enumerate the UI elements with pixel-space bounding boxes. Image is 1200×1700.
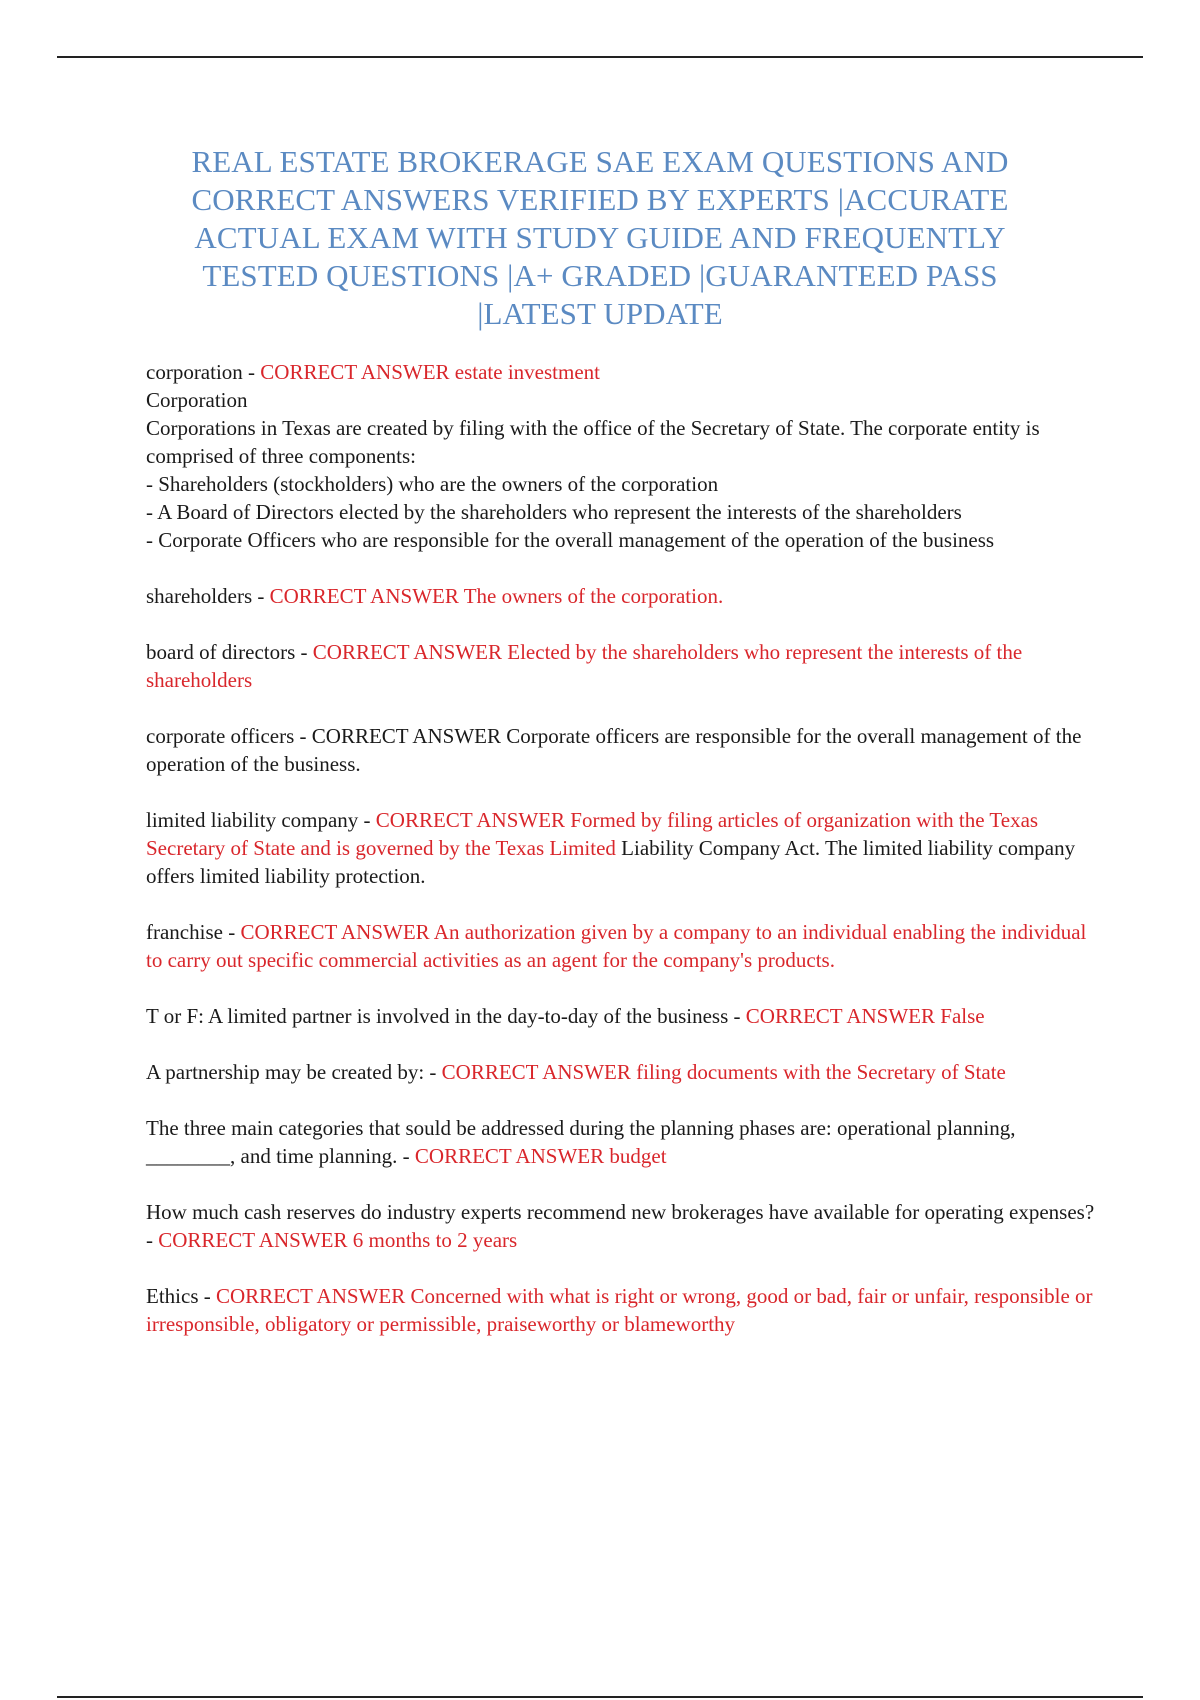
qa-answer: budget (604, 1144, 667, 1168)
qa-item-cash-reserves (146, 1198, 1096, 1254)
qa-item-planning-categories (146, 1114, 1096, 1170)
qa-answer: Concerned with what is right or wrong, good or bad, fair or unfair, responsible or irresponsible, obligatory or permissible, praiseworthy or blameworthy (146, 1284, 1093, 1336)
qa-answer: Elected by the shareholders who represent the interests of the shareholders (146, 640, 1023, 692)
footer-rule (57, 1696, 1143, 1698)
qa-label: CORRECT ANSWER (311, 724, 502, 748)
qa-line (146, 1002, 1096, 1030)
qa-line (146, 1114, 1096, 1170)
qa-content (146, 358, 1096, 1366)
qa-item-board-of-directors (146, 638, 1096, 694)
qa-term: The three main categories that sould be addressed during the planning phases are: operational planning, ________, and time planning. - (146, 1116, 1016, 1168)
qa-line (146, 918, 1096, 974)
qa-item-limited-partner (146, 1002, 1096, 1030)
qa-term: corporation - (146, 360, 261, 384)
qa-label: CORRECT ANSWER (269, 584, 459, 608)
qa-label: CORRECT ANSWER (312, 640, 503, 664)
qa-answer: The owners of the corporation. (458, 584, 724, 608)
qa-term: board of directors - (146, 640, 313, 664)
qa-item-ethics (146, 1282, 1096, 1338)
qa-term: How much cash reserves do industry experts recommend new brokerages have available for operating expenses? - (146, 1200, 1095, 1252)
corporation-component-officers: - Corporate Officers who are responsible for the overall management of the operation of the business (146, 528, 995, 552)
qa-line (146, 582, 1096, 610)
qa-label: CORRECT ANSWER (260, 360, 450, 384)
qa-answer: False (935, 1004, 985, 1028)
qa-term: A partnership may be created by: - (146, 1060, 442, 1084)
qa-item-llc (146, 806, 1096, 890)
corporation-component-board: - A Board of Directors elected by the shareholders who represent the interests of the shareholders (146, 500, 962, 524)
qa-term: franchise - (146, 920, 241, 944)
qa-line (146, 638, 1096, 694)
header-rule (57, 56, 1143, 58)
qa-line (146, 1058, 1096, 1086)
qa-term: Ethics - (146, 1284, 216, 1308)
qa-term: limited liability company - (146, 808, 376, 832)
qa-answer: An authorization given by a company to an individual enabling the individual to carry out specific commercial activities as an agent for the company's products. (146, 920, 1087, 972)
qa-item-shareholders (146, 582, 1096, 610)
corporation-description: Corporations in Texas are created by filing with the office of the Secretary of State. The corporate entity is comprised of three components: (146, 416, 1040, 468)
qa-term: shareholders - (146, 584, 270, 608)
qa-answer-tail: Liability Company Act. The limited liability company offers limited liability protection. (146, 836, 1076, 888)
qa-label: CORRECT ANSWER (158, 1228, 348, 1252)
corporation-component-shareholders: - Shareholders (stockholders) who are the owners of the corporation (146, 472, 719, 496)
qa-label: CORRECT ANSWER (375, 808, 566, 832)
qa-item-corporation (146, 358, 1096, 554)
corporation-heading: Corporation (146, 388, 248, 412)
qa-answer: Formed by filing articles of organization with the Texas Secretary of State and is governed by the Texas Limited (146, 808, 1039, 860)
qa-line (146, 1198, 1096, 1254)
qa-line (146, 722, 1096, 778)
qa-line (146, 1282, 1096, 1338)
qa-answer: filing documents with the Secretary of State (630, 1060, 1006, 1084)
qa-label: CORRECT ANSWER (745, 1004, 936, 1028)
qa-label: CORRECT ANSWER (414, 1144, 605, 1168)
qa-answer: Corporate officers are responsible for the overall management of the operation of the business. (146, 724, 1082, 776)
qa-answer: estate investment (449, 360, 600, 384)
document-title: REAL ESTATE BROKERAGE SAE EXAM QUESTIONS AND CORRECT ANSWERS VERIFIED BY EXPERTS |ACCURATE ACTUAL EXAM WITH STUDY GUIDE AND FREQUENTLY TESTED QUESTIONS |A+ GRADED |GUARANTEED PASS |LATEST UPDATE (191, 144, 1009, 331)
qa-label: CORRECT ANSWER (441, 1060, 631, 1084)
qa-line (146, 358, 1096, 386)
qa-term: corporate officers - (146, 724, 312, 748)
qa-item-corporate-officers (146, 722, 1096, 778)
qa-line (146, 806, 1096, 890)
qa-answer: 6 months to 2 years (347, 1228, 518, 1252)
qa-label: CORRECT ANSWER (240, 920, 430, 944)
qa-term: T or F: A limited partner is involved in the day-to-day of the business - (146, 1004, 746, 1028)
qa-label: CORRECT ANSWER (215, 1284, 406, 1308)
qa-item-franchise (146, 918, 1096, 974)
qa-item-partnership (146, 1058, 1096, 1086)
